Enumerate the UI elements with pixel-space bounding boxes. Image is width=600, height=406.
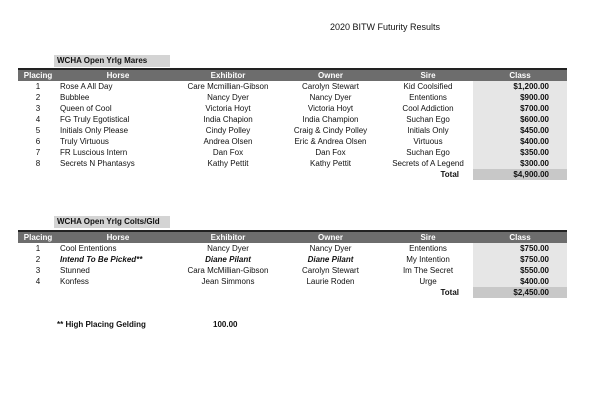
cell-placing: 3 xyxy=(35,266,41,275)
cell-placing: 2 xyxy=(35,255,41,264)
cell-exhibitor: Diane Pilant xyxy=(205,255,251,264)
cell-horse: Cool Ententions xyxy=(60,244,117,253)
cell-owner: Laurie Roden xyxy=(306,277,355,286)
cell-exhibitor: Jean Simmons xyxy=(201,277,255,286)
cell-exhibitor: Andrea Olsen xyxy=(203,137,253,146)
empty-cell xyxy=(58,287,178,298)
cell-owner: Nancy Dyer xyxy=(309,244,352,253)
cell-horse: Queen of Cool xyxy=(60,104,112,113)
cell-placing: 3 xyxy=(35,104,41,113)
cell-class: $300.00 xyxy=(473,158,567,169)
table-row xyxy=(18,254,567,265)
cell-horse: Stunned xyxy=(60,266,90,275)
table-row xyxy=(18,158,567,169)
cell-sire: Secrets of A Legend xyxy=(392,159,464,168)
cell-owner: Eric & Andrea Olsen xyxy=(294,137,367,146)
cell-class: $600.00 xyxy=(473,114,567,125)
cell-exhibitor: Cara McMillian-Gibson xyxy=(187,266,269,275)
cell-sire: Ententions xyxy=(409,244,447,253)
cell-class: $1,200.00 xyxy=(473,81,567,92)
footnote-value: 100.00 xyxy=(213,320,238,329)
cell-owner: Kathy Pettit xyxy=(310,159,351,168)
cell-owner: Diane Pilant xyxy=(307,255,354,264)
cell-owner: Dan Fox xyxy=(315,148,346,157)
cell-exhibitor: India Chapion xyxy=(203,115,253,124)
table-row xyxy=(18,243,567,254)
cell-exhibitor: Nancy Dyer xyxy=(207,244,249,253)
empty-cell xyxy=(178,287,278,298)
cell-sire: Ententions xyxy=(409,93,447,102)
column-header-owner: Owner xyxy=(278,69,383,81)
cell-sire: Suchan Ego xyxy=(406,115,450,124)
empty-cell xyxy=(58,169,178,180)
cell-horse: Secrets N Phantasys xyxy=(60,159,135,168)
cell-class: $350.00 xyxy=(473,147,567,158)
cell-exhibitor: Victoria Hoyt xyxy=(205,104,251,113)
cell-exhibitor: Kathy Pettit xyxy=(207,159,249,168)
column-header-class: Class xyxy=(473,231,567,243)
cell-class: $550.00 xyxy=(473,265,567,276)
cell-placing: 4 xyxy=(35,115,41,124)
cell-sire: My Intention xyxy=(406,255,450,264)
cell-class: $450.00 xyxy=(473,125,567,136)
section-label-mares: WCHA Open Yrlg Mares xyxy=(54,55,170,67)
total-label: Total xyxy=(440,288,459,297)
cell-exhibitor: Cindy Polley xyxy=(205,126,251,135)
cell-horse: Bubblee xyxy=(60,93,90,102)
cell-horse: Intend To Be Picked** xyxy=(60,255,143,264)
cell-horse: Initials Only Please xyxy=(60,126,129,135)
cell-horse: FG Truly Egotistical xyxy=(60,115,130,124)
table-row xyxy=(18,136,567,147)
column-header-owner: Owner xyxy=(278,231,383,243)
cell-placing: 1 xyxy=(35,82,41,91)
cell-sire: Suchan Ego xyxy=(406,148,450,157)
column-header-sire: Sire xyxy=(383,69,473,81)
cell-placing: 1 xyxy=(35,244,41,253)
cell-owner: Victoria Hoyt xyxy=(307,104,354,113)
cell-class: $700.00 xyxy=(473,103,567,114)
table-row xyxy=(18,114,567,125)
cell-sire: Cool Addiction xyxy=(402,104,454,113)
column-header-placing: Placing xyxy=(18,231,58,243)
cell-owner: India Champion xyxy=(302,115,359,124)
cell-placing: 6 xyxy=(35,137,41,146)
cell-exhibitor: Dan Fox xyxy=(212,148,244,157)
table-row xyxy=(18,265,567,276)
total-row xyxy=(18,287,567,298)
page-title: 2020 BITW Futurity Results xyxy=(329,22,441,32)
cell-exhibitor: Nancy Dyer xyxy=(207,93,249,102)
cell-sire: Initials Only xyxy=(407,126,449,135)
column-header-horse: Horse xyxy=(58,231,178,243)
empty-cell xyxy=(178,169,278,180)
empty-cell xyxy=(18,287,58,298)
cell-horse: Truly Virtuous xyxy=(60,137,109,146)
table-row xyxy=(18,147,567,158)
cell-horse: FR Luscious Intern xyxy=(60,148,128,157)
cell-horse: Rose A All Day xyxy=(60,82,113,91)
table-row xyxy=(18,125,567,136)
total-value: $4,900.00 xyxy=(473,169,567,180)
table-row xyxy=(18,81,567,92)
empty-cell xyxy=(278,169,383,180)
results-table-mares xyxy=(18,68,567,180)
cell-owner: Nancy Dyer xyxy=(309,93,352,102)
table-header-row xyxy=(18,231,567,243)
cell-sire: Urge xyxy=(419,277,437,286)
cell-class: $900.00 xyxy=(473,92,567,103)
column-header-horse: Horse xyxy=(58,69,178,81)
empty-cell xyxy=(278,287,383,298)
cell-owner: Carolyn Stewart xyxy=(302,82,359,91)
cell-placing: 4 xyxy=(35,277,41,286)
cell-sire: Kid Coolsified xyxy=(403,82,453,91)
table-row xyxy=(18,103,567,114)
cell-owner: Craig & Cindy Polley xyxy=(293,126,368,135)
cell-owner: Carolyn Stewart xyxy=(302,266,359,275)
column-header-exhibitor: Exhibitor xyxy=(178,69,278,81)
cell-class: $750.00 xyxy=(473,254,567,265)
results-table-colts xyxy=(18,230,567,298)
cell-class: $400.00 xyxy=(473,136,567,147)
column-header-class: Class xyxy=(473,69,567,81)
footnote-label: ** High Placing Gelding xyxy=(57,320,146,329)
cell-sire: Virtuous xyxy=(413,137,443,146)
cell-class: $750.00 xyxy=(473,243,567,254)
table-row xyxy=(18,92,567,103)
cell-placing: 8 xyxy=(35,159,41,168)
cell-class: $400.00 xyxy=(473,276,567,287)
column-header-sire: Sire xyxy=(383,231,473,243)
total-label: Total xyxy=(440,170,459,179)
section-label-colts: WCHA Open Yrlg Colts/Gld xyxy=(54,216,170,228)
cell-placing: 2 xyxy=(35,93,41,102)
cell-exhibitor: Care Mcmillian-Gibson xyxy=(187,82,269,91)
empty-cell xyxy=(18,169,58,180)
total-row xyxy=(18,169,567,180)
cell-placing: 7 xyxy=(35,148,41,157)
column-header-exhibitor: Exhibitor xyxy=(178,231,278,243)
total-value: $2,450.00 xyxy=(473,287,567,298)
table-row xyxy=(18,276,567,287)
cell-placing: 5 xyxy=(35,126,41,135)
cell-horse: Konfess xyxy=(60,277,89,286)
table-header-row xyxy=(18,69,567,81)
cell-sire: Im The Secret xyxy=(402,266,454,275)
column-header-placing: Placing xyxy=(18,69,58,81)
